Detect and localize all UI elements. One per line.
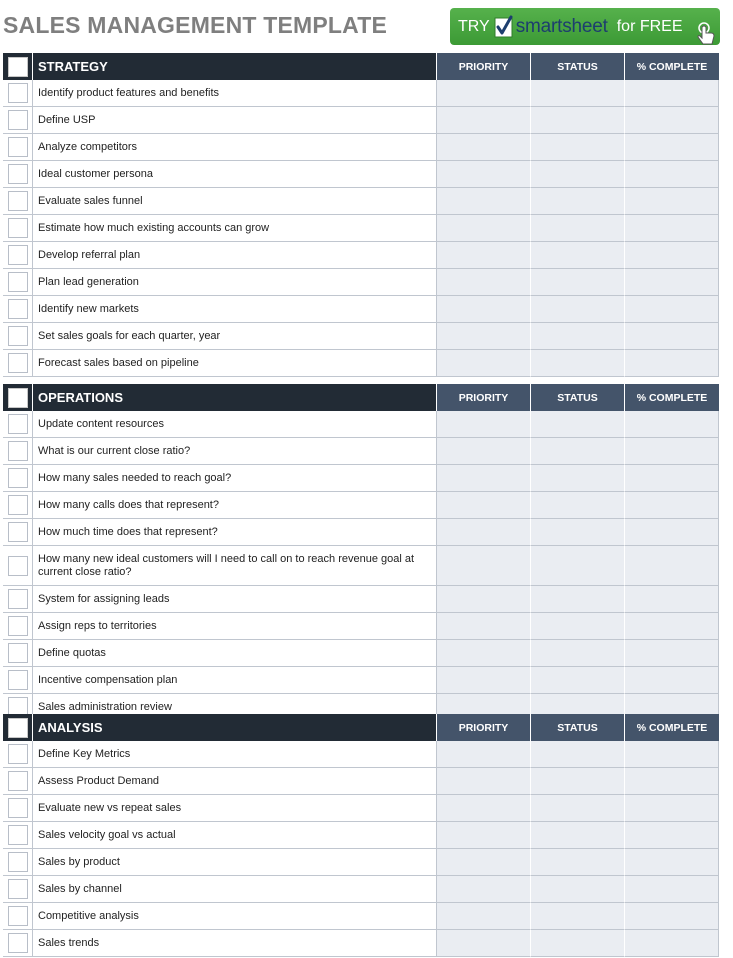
task-checkbox-cell xyxy=(3,849,33,876)
column-header-priority: PRIORITY xyxy=(437,53,531,80)
header-checkbox-cell xyxy=(3,714,33,741)
select-all-checkbox[interactable] xyxy=(8,718,28,738)
status-cell[interactable] xyxy=(531,613,625,640)
task-row xyxy=(3,768,720,795)
task-label: Assign reps to territories xyxy=(33,613,437,640)
priority-cell[interactable] xyxy=(437,188,531,215)
percent-complete-cell[interactable] xyxy=(625,741,719,768)
status-cell[interactable] xyxy=(531,134,625,161)
task-checkbox[interactable] xyxy=(8,906,28,926)
status-cell[interactable] xyxy=(531,795,625,822)
task-checkbox[interactable] xyxy=(8,326,28,346)
task-checkbox-cell xyxy=(3,613,33,640)
task-label: Assess Product Demand xyxy=(33,768,437,795)
percent-complete-cell[interactable] xyxy=(625,465,719,492)
task-row xyxy=(3,269,720,296)
promo-try-label: TRY xyxy=(458,17,490,35)
priority-cell[interactable] xyxy=(437,80,531,107)
task-checkbox-cell xyxy=(3,903,33,930)
status-cell[interactable] xyxy=(531,640,625,667)
task-row xyxy=(3,161,720,188)
task-checkbox[interactable] xyxy=(8,245,28,265)
status-cell[interactable] xyxy=(531,876,625,903)
task-row xyxy=(3,667,720,694)
status-cell[interactable] xyxy=(531,930,625,957)
task-checkbox-cell xyxy=(3,546,33,586)
status-cell[interactable] xyxy=(531,768,625,795)
task-checkbox-cell xyxy=(3,876,33,903)
priority-cell[interactable] xyxy=(437,350,531,377)
task-row xyxy=(3,188,720,215)
percent-complete-cell[interactable] xyxy=(625,296,719,323)
task-checkbox[interactable] xyxy=(8,137,28,157)
priority-cell[interactable] xyxy=(437,903,531,930)
percent-complete-cell[interactable] xyxy=(625,667,719,694)
task-row xyxy=(3,640,720,667)
task-label: Competitive analysis xyxy=(33,903,437,930)
percent-complete-cell[interactable] xyxy=(625,876,719,903)
task-row xyxy=(3,613,720,640)
task-checkbox[interactable] xyxy=(8,643,28,663)
task-checkbox-cell xyxy=(3,134,33,161)
task-row xyxy=(3,323,720,350)
task-label: Sales administration review xyxy=(33,694,437,721)
task-checkbox-cell xyxy=(3,465,33,492)
header-checkbox-cell xyxy=(3,53,33,80)
smartsheet-logo xyxy=(516,16,608,38)
percent-complete-cell[interactable] xyxy=(625,822,719,849)
task-label: Define USP xyxy=(33,107,437,134)
task-label: Forecast sales based on pipeline xyxy=(33,350,437,377)
status-cell[interactable] xyxy=(531,215,625,242)
task-checkbox-cell xyxy=(3,640,33,667)
percent-complete-cell[interactable] xyxy=(625,134,719,161)
task-checkbox-cell xyxy=(3,411,33,438)
percent-complete-cell[interactable] xyxy=(625,640,719,667)
priority-cell[interactable] xyxy=(437,822,531,849)
status-cell[interactable] xyxy=(531,296,625,323)
task-checkbox[interactable] xyxy=(8,299,28,319)
status-cell[interactable] xyxy=(531,188,625,215)
task-row xyxy=(3,849,720,876)
task-label: How many calls does that represent? xyxy=(33,492,437,519)
status-cell[interactable] xyxy=(531,519,625,546)
percent-complete-cell[interactable] xyxy=(625,161,719,188)
column-header-priority: PRIORITY xyxy=(437,714,531,741)
status-cell[interactable] xyxy=(531,546,625,586)
task-checkbox[interactable] xyxy=(8,852,28,872)
task-checkbox[interactable] xyxy=(8,83,28,103)
section-title: STRATEGY xyxy=(33,53,437,80)
task-checkbox[interactable] xyxy=(8,616,28,636)
task-row xyxy=(3,350,720,377)
pointer-hand-icon xyxy=(696,22,718,48)
task-row xyxy=(3,107,720,134)
task-row xyxy=(3,795,720,822)
task-row xyxy=(3,741,720,768)
task-checkbox-cell xyxy=(3,930,33,957)
try-smartsheet-button[interactable] xyxy=(450,8,720,45)
task-label: Incentive compensation plan xyxy=(33,667,437,694)
column-header-complete: % COMPLETE xyxy=(625,384,719,411)
promo-free-label: for FREE xyxy=(616,17,683,35)
task-row xyxy=(3,546,720,586)
task-checkbox-cell xyxy=(3,242,33,269)
percent-complete-cell[interactable] xyxy=(625,438,719,465)
column-header-complete: % COMPLETE xyxy=(625,714,719,741)
task-label: Update content resources xyxy=(33,411,437,438)
column-header-status: STATUS xyxy=(531,384,625,411)
brand-part-1: smart xyxy=(515,15,563,37)
task-checkbox[interactable] xyxy=(8,218,28,238)
percent-complete-cell[interactable] xyxy=(625,586,719,613)
task-label: Sales trends xyxy=(33,930,437,957)
priority-cell[interactable] xyxy=(437,411,531,438)
task-checkbox[interactable] xyxy=(8,164,28,184)
task-label: Sales by product xyxy=(33,849,437,876)
section-title: ANALYSIS xyxy=(33,714,437,741)
task-checkbox-cell xyxy=(3,768,33,795)
task-row xyxy=(3,492,720,519)
status-cell[interactable] xyxy=(531,438,625,465)
task-label: Sales velocity goal vs actual xyxy=(33,822,437,849)
task-label: How many sales needed to reach goal? xyxy=(33,465,437,492)
status-cell[interactable] xyxy=(531,903,625,930)
priority-cell[interactable] xyxy=(437,215,531,242)
task-row xyxy=(3,242,720,269)
task-checkbox[interactable] xyxy=(8,414,28,434)
task-label: How much time does that represent? xyxy=(33,519,437,546)
status-cell[interactable] xyxy=(531,107,625,134)
section-header xyxy=(3,714,720,741)
task-checkbox-cell xyxy=(3,161,33,188)
task-checkbox-cell xyxy=(3,107,33,134)
task-checkbox-cell xyxy=(3,296,33,323)
task-row xyxy=(3,296,720,323)
status-cell[interactable] xyxy=(531,667,625,694)
header-checkbox-cell xyxy=(3,384,33,411)
task-row xyxy=(3,465,720,492)
task-checkbox[interactable] xyxy=(8,825,28,845)
operations-section xyxy=(3,384,720,721)
select-all-checkbox[interactable] xyxy=(8,388,28,408)
task-checkbox[interactable] xyxy=(8,670,28,690)
percent-complete-cell[interactable] xyxy=(625,242,719,269)
task-label: Analyze competitors xyxy=(33,134,437,161)
task-row xyxy=(3,586,720,613)
priority-cell[interactable] xyxy=(437,492,531,519)
priority-cell[interactable] xyxy=(437,613,531,640)
task-label: Develop referral plan xyxy=(33,242,437,269)
task-row xyxy=(3,930,720,957)
priority-cell[interactable] xyxy=(437,296,531,323)
task-checkbox-cell xyxy=(3,519,33,546)
task-row xyxy=(3,519,720,546)
percent-complete-cell[interactable] xyxy=(625,492,719,519)
priority-cell[interactable] xyxy=(437,768,531,795)
task-checkbox[interactable] xyxy=(8,272,28,292)
task-checkbox[interactable] xyxy=(8,110,28,130)
task-label: Sales by channel xyxy=(33,876,437,903)
priority-cell[interactable] xyxy=(437,930,531,957)
task-checkbox-cell xyxy=(3,741,33,768)
percent-complete-cell[interactable] xyxy=(625,930,719,957)
priority-cell[interactable] xyxy=(437,667,531,694)
task-checkbox[interactable] xyxy=(8,441,28,461)
status-cell[interactable] xyxy=(531,465,625,492)
task-row xyxy=(3,876,720,903)
task-checkbox-cell xyxy=(3,586,33,613)
task-checkbox-cell xyxy=(3,323,33,350)
priority-cell[interactable] xyxy=(437,161,531,188)
task-checkbox-cell xyxy=(3,822,33,849)
priority-cell[interactable] xyxy=(437,519,531,546)
task-label: Define quotas xyxy=(33,640,437,667)
priority-cell[interactable] xyxy=(437,242,531,269)
brand-part-2: sheet xyxy=(562,15,608,37)
column-header-complete: % COMPLETE xyxy=(625,53,719,80)
task-checkbox-cell xyxy=(3,795,33,822)
status-cell[interactable] xyxy=(531,161,625,188)
percent-complete-cell[interactable] xyxy=(625,519,719,546)
task-label: Estimate how much existing accounts can grow xyxy=(33,215,437,242)
task-label: Set sales goals for each quarter, year xyxy=(33,323,437,350)
task-checkbox[interactable] xyxy=(8,744,28,764)
priority-cell[interactable] xyxy=(437,795,531,822)
task-checkbox-cell xyxy=(3,438,33,465)
select-all-checkbox[interactable] xyxy=(8,57,28,77)
status-cell[interactable] xyxy=(531,80,625,107)
percent-complete-cell[interactable] xyxy=(625,411,719,438)
section-title: OPERATIONS xyxy=(33,384,437,411)
task-checkbox[interactable] xyxy=(8,495,28,515)
status-cell[interactable] xyxy=(531,269,625,296)
status-cell[interactable] xyxy=(531,822,625,849)
priority-cell[interactable] xyxy=(437,107,531,134)
task-row xyxy=(3,80,720,107)
percent-complete-cell[interactable] xyxy=(625,903,719,930)
status-cell[interactable] xyxy=(531,350,625,377)
status-cell[interactable] xyxy=(531,586,625,613)
status-cell[interactable] xyxy=(531,323,625,350)
status-cell[interactable] xyxy=(531,741,625,768)
priority-cell[interactable] xyxy=(437,546,531,586)
percent-complete-cell[interactable] xyxy=(625,768,719,795)
task-checkbox[interactable] xyxy=(8,191,28,211)
analysis-section xyxy=(3,714,720,957)
column-header-status: STATUS xyxy=(531,714,625,741)
priority-cell[interactable] xyxy=(437,640,531,667)
percent-complete-cell[interactable] xyxy=(625,795,719,822)
task-checkbox-cell xyxy=(3,667,33,694)
percent-complete-cell[interactable] xyxy=(625,107,719,134)
task-checkbox-cell xyxy=(3,269,33,296)
task-row xyxy=(3,411,720,438)
priority-cell[interactable] xyxy=(437,586,531,613)
page-title: SALES MANAGEMENT TEMPLATE xyxy=(3,12,388,38)
status-cell[interactable] xyxy=(531,849,625,876)
column-header-priority: PRIORITY xyxy=(437,384,531,411)
task-row xyxy=(3,822,720,849)
status-cell[interactable] xyxy=(531,492,625,519)
task-checkbox[interactable] xyxy=(8,353,28,373)
task-row xyxy=(3,438,720,465)
task-row xyxy=(3,903,720,930)
task-checkbox-cell xyxy=(3,350,33,377)
strategy-section xyxy=(3,53,720,377)
percent-complete-cell[interactable] xyxy=(625,849,719,876)
priority-cell[interactable] xyxy=(437,465,531,492)
task-label: Ideal customer persona xyxy=(33,161,437,188)
percent-complete-cell[interactable] xyxy=(625,546,719,586)
priority-cell[interactable] xyxy=(437,741,531,768)
task-checkbox-cell xyxy=(3,188,33,215)
task-label: What is our current close ratio? xyxy=(33,438,437,465)
task-checkbox[interactable] xyxy=(8,879,28,899)
priority-cell[interactable] xyxy=(437,849,531,876)
percent-complete-cell[interactable] xyxy=(625,269,719,296)
task-checkbox-cell xyxy=(3,215,33,242)
task-label: How many new ideal customers will I need to call on to reach revenue goal at current close ratio? xyxy=(33,546,437,586)
task-checkbox[interactable] xyxy=(8,556,28,576)
priority-cell[interactable] xyxy=(437,134,531,161)
priority-cell[interactable] xyxy=(437,876,531,903)
task-label: System for assigning leads xyxy=(33,586,437,613)
task-checkbox-cell xyxy=(3,492,33,519)
task-label: Plan lead generation xyxy=(33,269,437,296)
percent-complete-cell[interactable] xyxy=(625,188,719,215)
column-header-status: STATUS xyxy=(531,53,625,80)
task-checkbox[interactable] xyxy=(8,468,28,488)
percent-complete-cell[interactable] xyxy=(625,350,719,377)
checkmark-icon xyxy=(494,15,514,39)
percent-complete-cell[interactable] xyxy=(625,80,719,107)
task-checkbox[interactable] xyxy=(8,933,28,953)
percent-complete-cell[interactable] xyxy=(625,323,719,350)
priority-cell[interactable] xyxy=(437,438,531,465)
task-label: Identify new markets xyxy=(33,296,437,323)
task-row xyxy=(3,215,720,242)
percent-complete-cell[interactable] xyxy=(625,215,719,242)
task-label: Define Key Metrics xyxy=(33,741,437,768)
task-checkbox[interactable] xyxy=(8,589,28,609)
task-checkbox[interactable] xyxy=(8,798,28,818)
task-checkbox-cell xyxy=(3,80,33,107)
section-header xyxy=(3,384,720,411)
task-label: Evaluate new vs repeat sales xyxy=(33,795,437,822)
section-header xyxy=(3,53,720,80)
task-label: Identify product features and benefits xyxy=(33,80,437,107)
task-label: Evaluate sales funnel xyxy=(33,188,437,215)
task-checkbox[interactable] xyxy=(8,771,28,791)
status-cell[interactable] xyxy=(531,242,625,269)
priority-cell[interactable] xyxy=(437,323,531,350)
task-checkbox[interactable] xyxy=(8,522,28,542)
percent-complete-cell[interactable] xyxy=(625,613,719,640)
task-row xyxy=(3,134,720,161)
priority-cell[interactable] xyxy=(437,269,531,296)
status-cell[interactable] xyxy=(531,411,625,438)
